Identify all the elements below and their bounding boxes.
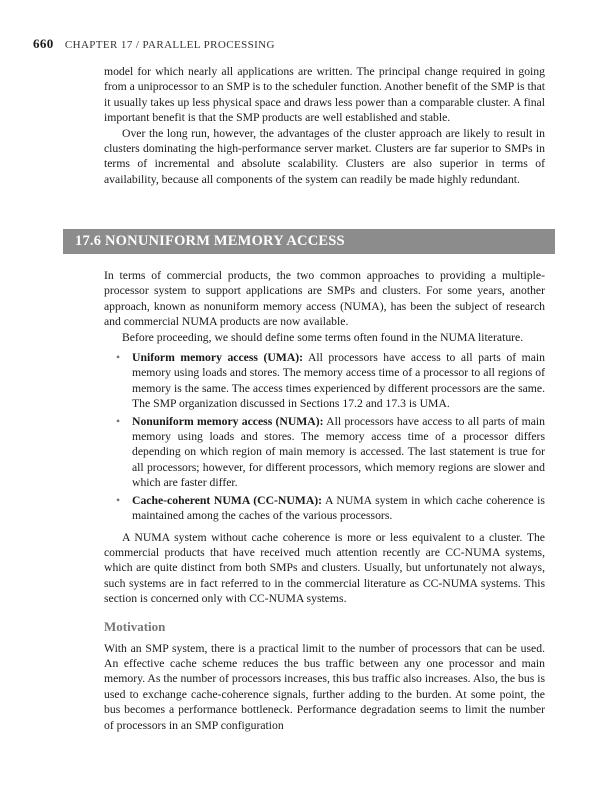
bullet-icon: • bbox=[116, 414, 121, 428]
section-paragraph-1: In terms of commercial products, the two common approaches to providing a multiple-processor system to support applications are SMPs and clusters. For some years, another approach, known as nonuniform memory access (NUMA), has been the subject of research and commercial NUMA products are now available. bbox=[104, 269, 545, 329]
definition-term: Uniform memory access (UMA): bbox=[132, 351, 304, 365]
motivation-paragraph-1: With an SMP system, there is a practical limit to the number of processors that can be used. An effective cache scheme reduces the bus traffic between any one processor and main memory. As the number of processors increases, this bus traffic also increases. Also, the bus is used to exchange cache-coherence signals, further adding to the burden. At some point, the bus becomes a performance bottleneck. Performance degradation seems to limit the number of processors in an SMP configuration bbox=[104, 641, 545, 732]
definition-term: Nonuniform memory access (NUMA): bbox=[132, 414, 324, 428]
bullet-icon: • bbox=[116, 351, 121, 365]
running-head bbox=[33, 36, 275, 52]
motivation-heading: Motivation bbox=[104, 618, 166, 634]
definition-text: All processors have access to all parts of main memory using loads and stores. The memory access time of a processor to all regions of memory is the same. The access times experienced by different processors are the same. The SMP organization discussed in Sections 17.2 and 17.3 is UMA. bbox=[132, 351, 545, 411]
definition-cc-numa bbox=[104, 493, 545, 524]
section-title: 17.6 NONUNIFORM MEMORY ACCESS bbox=[75, 233, 345, 249]
section-heading-band bbox=[63, 229, 555, 254]
section-body bbox=[104, 268, 545, 733]
intro-paragraph-2: Over the long run, however, the advantages of the cluster approach are likely to result in clusters dominating the high-performance server market. Clusters are far superior to SMPs in terms of incremental and absolute scalability. Clusters are also superior in terms of availability, because all components of the system can readily be made highly redundant. bbox=[104, 126, 545, 186]
section-paragraph-2: Before proceeding, we should define some terms often found in the NUMA literature. bbox=[122, 330, 524, 344]
definition-numa bbox=[104, 414, 545, 491]
definitions-list bbox=[104, 350, 545, 523]
section-paragraph-3: A NUMA system without cache coherence is more or less equivalent to a cluster. The commercial products that have received much attention recently are CC-NUMA systems, which are quite distinct from both SMPs and clusters. Usually, but unfortunately not always, such systems are in fact referred to in the commercial literature as CC-NUMA systems. This section is concerned only with CC-NUMA systems. bbox=[104, 530, 545, 606]
intro-paragraph-1: model for which nearly all applications are written. The principal change required in going from a uniprocessor to an SMP is to the scheduler function. Another benefit of the SMP is that it usually takes up less physical space and draws less power than a comparable cluster. A final important benefit is that the SMP products are well established and stable. bbox=[104, 65, 545, 125]
page-number: 660 bbox=[33, 36, 54, 51]
definition-text: All processors have access to all parts of main memory using loads and stores. The memory access time of a processor differs depending on which region of main memory is accessed. The last statement is true for all processors; however, for different processors, which memory regions are slower and which are faster differ. bbox=[132, 414, 545, 490]
intro-block bbox=[104, 64, 545, 187]
definition-text: A NUMA system in which cache coherence is maintained among the caches of the various processors. bbox=[132, 493, 545, 523]
chapter-title: CHAPTER 17 / PARALLEL PROCESSING bbox=[64, 39, 275, 51]
bullet-icon: • bbox=[116, 493, 121, 507]
definition-term: Cache-coherent NUMA (CC-NUMA): bbox=[132, 493, 323, 507]
definition-uma bbox=[104, 350, 545, 412]
